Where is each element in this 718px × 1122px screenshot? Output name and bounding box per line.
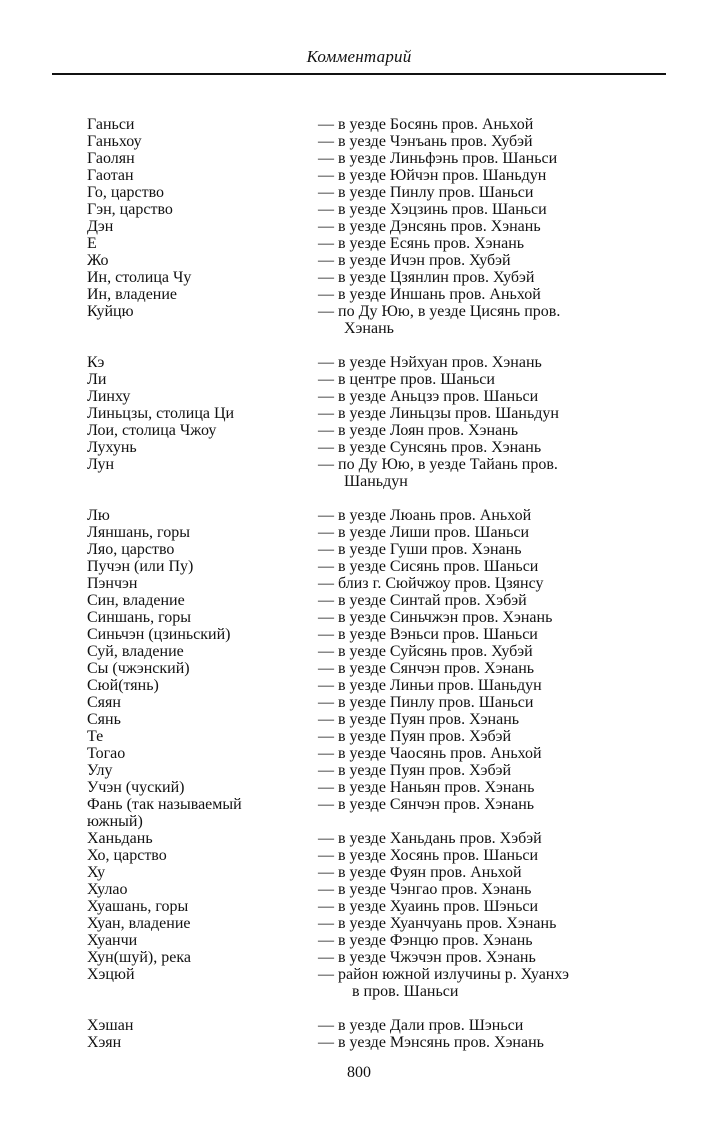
entry-location-text: — в уезде Босянь пров. Аньхой	[318, 116, 534, 133]
entry-location	[318, 286, 648, 303]
entry-term	[87, 1017, 312, 1034]
entry-location	[318, 660, 648, 677]
glossary-entry	[0, 167, 718, 184]
entry-term-text: Гэн, царство	[87, 201, 173, 218]
entry-location	[318, 422, 648, 439]
entry-location-text: — в уезде Синтай пров. Хэбэй	[318, 592, 527, 609]
glossary-entry	[0, 728, 718, 745]
entry-term-text: Сы (чжэнский)	[87, 660, 190, 677]
entry-term-text: Е	[87, 235, 97, 252]
entry-term	[87, 524, 312, 541]
entry-location	[318, 116, 648, 133]
entry-term-text: Пучэн (или Пу)	[87, 558, 194, 575]
entry-term	[87, 422, 312, 439]
entry-location	[318, 745, 648, 762]
entry-location-text: — в уезде Синьчжэн пров. Хэнань	[318, 609, 553, 626]
entry-term	[87, 269, 312, 286]
entry-location-text: — в центре пров. Шаньси	[318, 371, 495, 388]
glossary-entry	[0, 184, 718, 201]
glossary-entry	[0, 898, 718, 915]
entry-location	[318, 405, 648, 422]
entry-term	[87, 558, 312, 575]
entry-term	[87, 439, 312, 456]
entry-location-text: — в уезде Ичэн пров. Хубэй	[318, 252, 511, 269]
entry-location-text: — в уезде Пуян пров. Хэнань	[318, 711, 520, 728]
entry-term	[87, 286, 312, 303]
glossary-entry	[0, 626, 718, 643]
glossary-entry	[0, 388, 718, 405]
entry-location	[318, 1034, 648, 1051]
entry-location-text: — в уезде Пинлу пров. Шаньси	[318, 184, 534, 201]
entry-location	[318, 677, 648, 694]
entry-term-text: Пэнчэн	[87, 575, 138, 592]
entry-gap	[0, 1000, 718, 1017]
entry-location-text: — в уезде Дэнсянь пров. Хэнань	[318, 218, 541, 235]
entry-location	[318, 932, 648, 949]
entry-term-text: Суй, владение	[87, 643, 184, 660]
entry-location-text: — в уезде Люань пров. Аньхой	[318, 507, 532, 524]
entry-location	[318, 133, 648, 150]
entry-term	[87, 388, 312, 405]
entry-location	[318, 575, 648, 592]
entry-location-text: — в уезде Мэнсянь пров. Хэнань	[318, 1034, 544, 1051]
glossary-entry	[0, 405, 718, 422]
entry-term	[87, 1034, 312, 1051]
entry-location-text: — в уезде Фуян пров. Аньхой	[318, 864, 522, 881]
entry-term	[87, 354, 312, 371]
glossary-entry	[0, 694, 718, 711]
entry-term	[87, 405, 312, 422]
entry-term-text: Лун	[87, 456, 115, 473]
entry-location	[318, 201, 648, 218]
glossary-entry	[0, 949, 718, 966]
glossary-entry	[0, 116, 718, 133]
entry-location	[318, 439, 648, 456]
entry-term	[87, 235, 312, 252]
entry-location-text: — в уезде Лоян пров. Хэнань	[318, 422, 519, 439]
entry-term-text: Сянь	[87, 711, 121, 728]
entry-location-continuation: в пров. Шаньси	[344, 983, 459, 1000]
entry-location-text: — в уезде Сисянь пров. Шаньси	[318, 558, 539, 575]
entry-location	[318, 694, 648, 711]
entry-term-text: Хэян	[87, 1034, 122, 1051]
glossary-entry	[0, 507, 718, 524]
entry-location-text: — в уезде Лиши пров. Шаньси	[318, 524, 530, 541]
entry-location	[318, 643, 648, 660]
entry-term	[87, 864, 312, 881]
entry-location	[318, 898, 648, 915]
entry-location-text: — в уезде Чэнгао пров. Хэнань	[318, 881, 532, 898]
entry-location	[318, 609, 648, 626]
entry-location	[318, 524, 648, 541]
entry-term-text: Ху	[87, 864, 106, 881]
entry-location	[318, 830, 648, 847]
glossary-entry	[0, 660, 718, 677]
entry-term-text: Синьчэн (цзиньский)	[87, 626, 231, 643]
entry-location-continuation: Шаньдун	[344, 473, 408, 490]
entry-term-text: Хулао	[87, 881, 128, 898]
entry-term-text: Хо, царство	[87, 847, 167, 864]
entry-location	[318, 728, 648, 745]
glossary-entry	[0, 218, 718, 235]
entry-location-text: — в уезде Цзянлин пров. Хубэй	[318, 269, 535, 286]
entry-term	[87, 660, 312, 677]
glossary-entry	[0, 235, 718, 252]
entry-term	[87, 609, 312, 626]
entry-location-text: — близ г. Сюйчжоу пров. Цзянсу	[318, 575, 544, 592]
running-header: Комментарий	[306, 47, 412, 66]
entry-term-text: Линху	[87, 388, 131, 405]
glossary-entry	[0, 932, 718, 949]
entry-location-text: — в уезде Линьцзы пров. Шаньдун	[318, 405, 559, 422]
entry-term	[87, 796, 312, 830]
entry-location-text: — в уезде Пуян пров. Хэбэй	[318, 728, 512, 745]
entry-location-text: — в уезде Аньцзэ пров. Шаньси	[318, 388, 539, 405]
entry-term	[87, 881, 312, 898]
entry-term-text: Хун(шуй), река	[87, 949, 191, 966]
entry-location	[318, 507, 648, 524]
entry-location	[318, 371, 648, 388]
entry-term-text: Лои, столица Чжоу	[87, 422, 217, 439]
glossary-entry	[0, 541, 718, 558]
glossary-entry	[0, 303, 718, 337]
entry-location	[318, 762, 648, 779]
glossary-entry	[0, 592, 718, 609]
entry-location	[318, 269, 648, 286]
entry-term-text: Хуанчи	[87, 932, 138, 949]
entry-location-text: — в уезде Чаосянь пров. Аньхой	[318, 745, 542, 762]
entry-term	[87, 643, 312, 660]
glossary-entry	[0, 422, 718, 439]
entry-term	[87, 711, 312, 728]
entry-term-text: Линьцзы, столица Ци	[87, 405, 235, 422]
entry-location-text: — в уезде Хуанчуань пров. Хэнань	[318, 915, 557, 932]
entry-location-text: — в уезде Линьфэнь пров. Шаньси	[318, 150, 558, 167]
entry-location	[318, 150, 648, 167]
glossary-entry	[0, 371, 718, 388]
entry-location	[318, 184, 648, 201]
glossary-entry	[0, 881, 718, 898]
entry-term-text: Го, царство	[87, 184, 165, 201]
entry-location	[318, 592, 648, 609]
entry-term-text: Ганьси	[87, 116, 135, 133]
entry-term-text: Гаотан	[87, 167, 134, 184]
glossary-entry	[0, 252, 718, 269]
entry-term	[87, 677, 312, 694]
glossary-entry	[0, 796, 718, 830]
entry-location-text: — по Ду Юю, в уезде Тайань пров.	[318, 456, 558, 473]
entry-location	[318, 864, 648, 881]
glossary-entries	[0, 116, 718, 1051]
glossary-entry	[0, 201, 718, 218]
entry-location	[318, 354, 648, 371]
entry-location-text: — в уезде Суйсянь пров. Хубэй	[318, 643, 533, 660]
entry-term-text: Дэн	[87, 218, 114, 235]
entry-term	[87, 592, 312, 609]
entry-location	[318, 541, 648, 558]
entry-term-continuation: южный)	[87, 813, 143, 830]
entry-term-text: Фань (так называемый	[87, 796, 242, 813]
entry-term-text: Лю	[87, 507, 110, 524]
entry-term-text: Ин, столица Чу	[87, 269, 192, 286]
entry-term	[87, 541, 312, 558]
entry-location-text: — в уезде Чэнъань пров. Хубэй	[318, 133, 533, 150]
glossary-entry	[0, 864, 718, 881]
entry-term	[87, 184, 312, 201]
entry-term-text: Кэ	[87, 354, 105, 371]
header-rule	[52, 73, 666, 75]
entry-term	[87, 303, 312, 320]
entry-location-text: — в уезде Сунсянь пров. Хэнань	[318, 439, 542, 456]
entry-term	[87, 898, 312, 915]
entry-term-text: Ин, владение	[87, 286, 178, 303]
entry-term	[87, 779, 312, 796]
glossary-entry	[0, 762, 718, 779]
glossary-entry	[0, 711, 718, 728]
entry-term	[87, 745, 312, 762]
entry-location	[318, 456, 648, 490]
entry-term	[87, 830, 312, 847]
glossary-entry	[0, 439, 718, 456]
entry-gap	[0, 337, 718, 354]
glossary-entry	[0, 1017, 718, 1034]
entry-location	[318, 388, 648, 405]
entry-term-text: Хуан, владение	[87, 915, 191, 932]
entry-term	[87, 762, 312, 779]
entry-term	[87, 694, 312, 711]
entry-term	[87, 150, 312, 167]
entry-term	[87, 167, 312, 184]
entry-term	[87, 966, 312, 983]
entry-location-text: — в уезде Есянь пров. Хэнань	[318, 235, 525, 252]
entry-term-text: Тогао	[87, 745, 126, 762]
entry-location	[318, 847, 648, 864]
entry-location-text: — в уезде Сянчэн пров. Хэнань	[318, 796, 535, 813]
entry-term	[87, 133, 312, 150]
entry-term	[87, 847, 312, 864]
entry-location-text: — в уезде Пуян пров. Хэбэй	[318, 762, 512, 779]
entry-location-text: — в уезде Фэнцю пров. Хэнань	[318, 932, 533, 949]
glossary-entry	[0, 677, 718, 694]
entry-gap	[0, 490, 718, 507]
entry-location	[318, 966, 648, 1000]
entry-term-text: Улу	[87, 762, 113, 779]
entry-term-text: Син, владение	[87, 592, 185, 609]
entry-location-text: — в уезде Ханьдань пров. Хэбэй	[318, 830, 542, 847]
entry-location	[318, 711, 648, 728]
entry-location-text: — в уезде Хосянь пров. Шаньси	[318, 847, 539, 864]
entry-term-text: Хэцюй	[87, 966, 135, 983]
glossary-entry	[0, 830, 718, 847]
entry-term-text: Сяян	[87, 694, 121, 711]
entry-location-text: — в уезде Наньян пров. Хэнань	[318, 779, 535, 796]
entry-location-text: — в уезде Пинлу пров. Шаньси	[318, 694, 534, 711]
entry-location-text: — по Ду Юю, в уезде Цисянь пров.	[318, 303, 561, 320]
glossary-entry	[0, 745, 718, 762]
entry-term-text: Ляншань, горы	[87, 524, 190, 541]
entry-location	[318, 167, 648, 184]
entry-term-text: Сюй(тянь)	[87, 677, 159, 694]
entry-term	[87, 201, 312, 218]
entry-term-text: Ханьдань	[87, 830, 153, 847]
entry-location-text: — в уезде Юйчэн пров. Шаньдун	[318, 167, 547, 184]
glossary-entry	[0, 524, 718, 541]
entry-location	[318, 626, 648, 643]
entry-term-text: Хуашань, горы	[87, 898, 189, 915]
glossary-entry	[0, 643, 718, 660]
entry-location-text: — в уезде Иншань пров. Аньхой	[318, 286, 541, 303]
entry-term-text: Учэн (чуский)	[87, 779, 185, 796]
entry-location	[318, 881, 648, 898]
entry-term-text: Лухунь	[87, 439, 137, 456]
page-number: 800	[347, 1064, 371, 1081]
glossary-entry	[0, 966, 718, 1000]
entry-term-text: Ганьхоу	[87, 133, 142, 150]
entry-term-text: Ли	[87, 371, 107, 388]
entry-term	[87, 507, 312, 524]
entry-location-text: — район южной излучины р. Хуанхэ	[318, 966, 570, 983]
glossary-entry	[0, 133, 718, 150]
glossary-entry	[0, 354, 718, 371]
entry-location	[318, 558, 648, 575]
entry-location-text: — в уезде Чжэчэн пров. Хэнань	[318, 949, 536, 966]
entry-term	[87, 575, 312, 592]
entry-location-text: — в уезде Нэйхуан пров. Хэнань	[318, 354, 542, 371]
entry-term-text: Хэшан	[87, 1017, 134, 1034]
glossary-entry	[0, 269, 718, 286]
entry-location-text: — в уезде Вэньси пров. Шаньси	[318, 626, 538, 643]
entry-location	[318, 1017, 648, 1034]
entry-term	[87, 371, 312, 388]
glossary-entry	[0, 779, 718, 796]
entry-location	[318, 303, 648, 337]
entry-location	[318, 252, 648, 269]
entry-location-text: — в уезде Гуши пров. Хэнань	[318, 541, 522, 558]
entry-term	[87, 949, 312, 966]
entry-term	[87, 456, 312, 473]
entry-term-text: Синшань, горы	[87, 609, 191, 626]
entry-location-text: — в уезде Сянчэн пров. Хэнань	[318, 660, 535, 677]
entry-location-continuation: Хэнань	[344, 320, 394, 337]
entry-term	[87, 626, 312, 643]
entry-term	[87, 932, 312, 949]
glossary-entry	[0, 286, 718, 303]
entry-term	[87, 915, 312, 932]
entry-location	[318, 235, 648, 252]
entry-location-text: — в уезде Хэцзинь пров. Шаньси	[318, 201, 547, 218]
entry-term	[87, 252, 312, 269]
entry-location	[318, 915, 648, 932]
glossary-entry	[0, 1034, 718, 1051]
entry-location-text: — в уезде Линьи пров. Шаньдун	[318, 677, 542, 694]
glossary-entry	[0, 150, 718, 167]
entry-location	[318, 779, 648, 796]
glossary-entry	[0, 575, 718, 592]
glossary-entry	[0, 609, 718, 626]
entry-location-text: — в уезде Хуаинь пров. Шэньси	[318, 898, 539, 915]
entry-location-text: — в уезде Дали пров. Шэньси	[318, 1017, 524, 1034]
entry-term	[87, 116, 312, 133]
glossary-entry	[0, 915, 718, 932]
entry-location	[318, 796, 648, 813]
glossary-entry	[0, 847, 718, 864]
entry-term-text: Те	[87, 728, 104, 745]
entry-location	[318, 218, 648, 235]
entry-term	[87, 218, 312, 235]
glossary-entry	[0, 456, 718, 490]
glossary-entry	[0, 558, 718, 575]
entry-term-text: Куйцю	[87, 303, 134, 320]
entry-term-text: Ляо, царство	[87, 541, 175, 558]
entry-location	[318, 949, 648, 966]
entry-term-text: Гаолян	[87, 150, 135, 167]
entry-term	[87, 728, 312, 745]
entry-term-text: Жо	[87, 252, 109, 269]
